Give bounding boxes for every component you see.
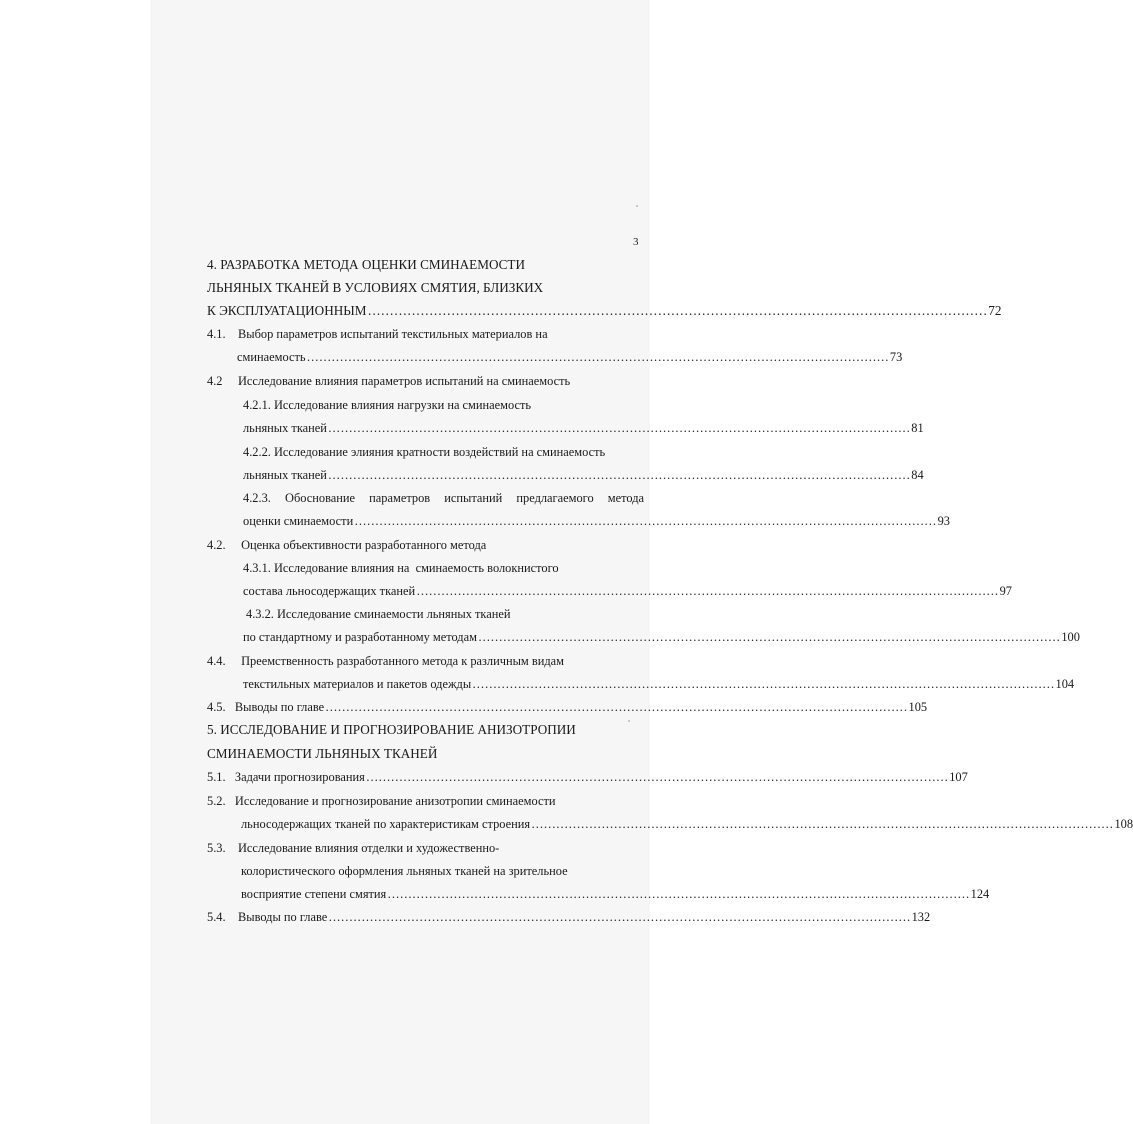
- toc-entry-5-1-line-1: 5.1. Задачи прогнозирования: [207, 770, 365, 784]
- toc-entry-4-2[interactable]: 4.2 Исследование влияния параметров испытаний на сминаемость: [207, 374, 571, 388]
- toc-entry-4-3-2[interactable]: [243, 630, 1080, 645]
- leader-dots: ……………………………………………………………………………………………………………………………: [328, 910, 911, 924]
- page-ref: 73: [889, 350, 903, 364]
- toc-entry-4-2-3-line-2: оценки сминаемости: [243, 514, 354, 528]
- toc-entry-4-3-1-line-2: состава льносодержащих тканей: [243, 584, 416, 598]
- chapter-4-title-line-2: ЛЬНЯНЫХ ТКАНЕЙ В УСЛОВИЯХ СМЯТИЯ, БЛИЗКИХ: [207, 280, 544, 295]
- toc-entry-4-3-2-line-1[interactable]: 4.3.2. Исследование сминаемости льняных тканей: [246, 607, 511, 621]
- toc-entry-5-3-line-1[interactable]: 5.3. Исследование влияния отделки и художественно-: [207, 841, 500, 855]
- toc-entry-4-2-2[interactable]: [243, 468, 924, 483]
- page-ref: 97: [999, 584, 1012, 598]
- toc-entry-5-4-line-1: 5.4. Выводы по главе: [207, 910, 328, 924]
- toc-entry-5-2[interactable]: [241, 817, 1133, 832]
- page-ref: 72: [988, 303, 1002, 318]
- leader-dots: ……………………………………………………………………………………………………………………………: [472, 677, 1055, 691]
- toc-entry-4-2-1-line-1[interactable]: 4.2.1. Исследование влияния нагрузки на сминаемость: [243, 398, 532, 412]
- page-ref: 105: [908, 700, 928, 714]
- toc-entry-4-3-1-line-1[interactable]: 4.3.1. Исследование влияния на сминаемость волокнистого: [243, 561, 559, 575]
- leader-dots: ……………………………………………………………………………………………………………………………: [367, 303, 988, 318]
- toc-entry-4-4[interactable]: [243, 677, 1075, 692]
- chapter-4-title-line-3: К ЭКСПЛУАТАЦИОННЫМ: [207, 303, 367, 318]
- page-ref: 107: [949, 770, 968, 784]
- toc-entry-5-3[interactable]: [241, 887, 990, 902]
- page-ref: 100: [1061, 630, 1080, 644]
- toc-entry-4-2-2-line-1[interactable]: 4.2.2. Исследование элияния кратности воздействий на сминаемость: [243, 445, 606, 459]
- scan-speck: [636, 205, 638, 207]
- chapter-4-title-line-1: 4. РАЗРАБОТКА МЕТОДА ОЦЕНКИ СМИНАЕМОСТИ: [207, 257, 526, 272]
- leader-dots: ……………………………………………………………………………………………………………………………: [416, 584, 999, 598]
- page-ref: 108: [1114, 817, 1133, 831]
- toc-entry-4-4-line-2: текстильных материалов и пакетов одежды: [243, 677, 472, 691]
- leader-dots: ……………………………………………………………………………………………………………………………: [325, 700, 908, 714]
- leader-dots: ……………………………………………………………………………………………………………………………: [365, 770, 949, 784]
- toc-entry-4-1-line-1[interactable]: 4.1. Выбор параметров испытаний текстильных материалов на: [207, 327, 548, 341]
- leader-dots: ……………………………………………………………………………………………………………………………: [387, 887, 970, 901]
- page-ref: 93: [937, 514, 950, 528]
- toc-entry-4-4-line-1[interactable]: 4.4. Преемственность разработанного метода к различным видам: [207, 654, 564, 668]
- page-ref: 132: [911, 910, 931, 924]
- leader-dots: ……………………………………………………………………………………………………………………………: [531, 817, 1114, 831]
- toc-entry-chapter-4[interactable]: [207, 303, 1002, 318]
- toc-entry-5-4[interactable]: [207, 910, 931, 925]
- toc-entry-4-2-2-line-2: льняных тканей: [243, 468, 327, 482]
- toc-entry-5-2-line-1[interactable]: 5.2. Исследование и прогнозирование анизотропии сминаемости: [207, 794, 556, 808]
- page-ref: 104: [1055, 677, 1075, 691]
- page-ref: 124: [970, 887, 990, 901]
- toc-entry-4-3-2-line-2: по стандартному и разработанному методам: [243, 630, 477, 644]
- toc-entry-4-3-1[interactable]: [243, 584, 1012, 599]
- leader-dots: ……………………………………………………………………………………………………………………………: [354, 514, 937, 528]
- toc-entry-5-2-line-2: льносодержащих тканей по характеристикам строения: [241, 817, 531, 831]
- toc-entry-4-2-3[interactable]: [243, 514, 950, 529]
- toc-entry-4-5[interactable]: [207, 700, 928, 715]
- leader-dots: ……………………………………………………………………………………………………………………………: [306, 350, 889, 364]
- leader-dots: ……………………………………………………………………………………………………………………………: [327, 421, 911, 435]
- leader-dots: ……………………………………………………………………………………………………………………………: [477, 630, 1061, 644]
- toc-entry-4-2-3-line-1[interactable]: 4.2.3. Обоснование параметров испытаний предлагаемого метода: [243, 491, 644, 505]
- page-ref: 81: [911, 421, 924, 435]
- toc-entry-4-1[interactable]: [237, 350, 903, 365]
- chapter-5-title-line-2[interactable]: СМИНАЕМОСТИ ЛЬНЯНЫХ ТКАНЕЙ: [207, 746, 438, 761]
- toc-entry-4-2-1[interactable]: [243, 421, 924, 436]
- toc-entry-4-2-1-line-2: льняных тканей: [243, 421, 327, 435]
- toc-entry-4-5-line-1: 4.5. Выводы по главе: [207, 700, 325, 714]
- toc-entry-5-1[interactable]: [207, 770, 968, 785]
- scan-speck: [628, 720, 630, 722]
- toc-entry-4-3[interactable]: 4.2. Оценка объективности разработанного метода: [207, 538, 487, 552]
- toc-entry-5-3-line-3: восприятие степени смятия: [241, 887, 387, 901]
- chapter-5-title-line-1[interactable]: 5. ИССЛЕДОВАНИЕ И ПРОГНОЗИРОВАНИЕ АНИЗОТРОПИИ: [207, 722, 576, 737]
- page-ref: 84: [911, 468, 924, 482]
- toc-entry-5-3-line-2: колористического оформления льняных тканей на зрительное: [241, 864, 568, 878]
- toc-entry-4-1-line-2: сминаемость: [237, 350, 306, 364]
- leader-dots: ……………………………………………………………………………………………………………………………: [327, 468, 911, 482]
- page-number: 3: [633, 236, 639, 248]
